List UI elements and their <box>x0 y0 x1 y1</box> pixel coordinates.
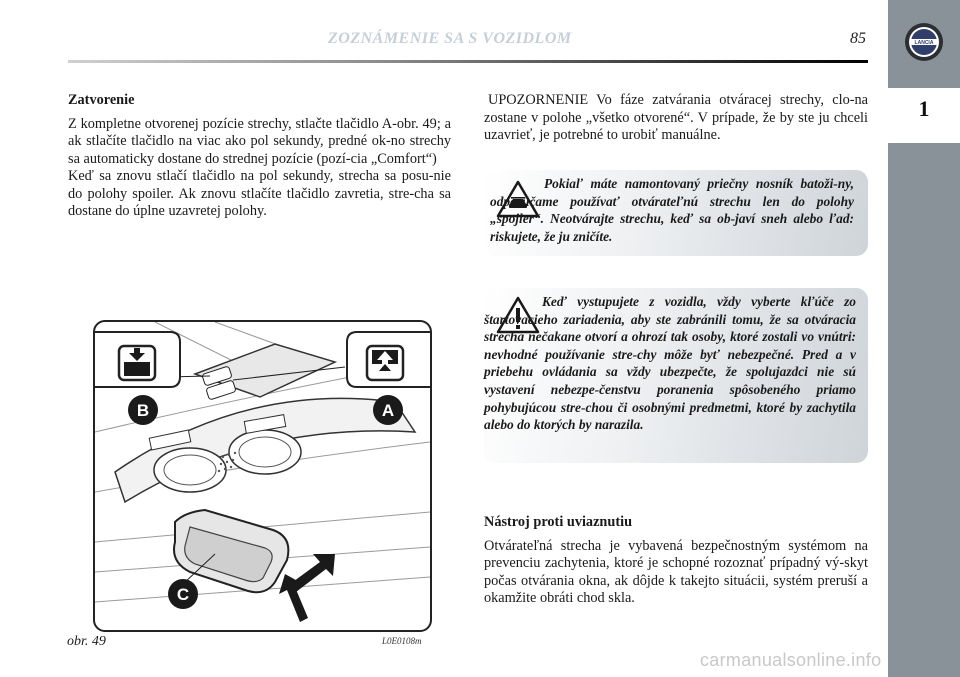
page-number: 85 <box>850 30 866 47</box>
figure-code: L0E0108m <box>382 636 422 646</box>
closing-paragraph-2: Keď sa znovu stlačí tlačidlo na pol sekundy, strecha sa posu-nie do polohy spoiler. Ak znovu stlačíte tlačidlo zavretia, stre-cha sa dostane do úplne uzavretej polohy. <box>68 168 451 219</box>
label-c: C <box>176 585 190 604</box>
heading-anti-pinch: Nástroj proti uviaznutiu <box>484 514 633 530</box>
label-b: B <box>136 401 150 420</box>
label-a: A <box>381 401 395 420</box>
right-column-bottom <box>484 514 868 608</box>
figure-caption: obr. 49 <box>67 634 106 649</box>
section-title: ZOZNÁMENIE SA S VOZIDLOM <box>328 30 572 47</box>
warning-text-2: Keď vystupujete z vozidla, vždy vyberte kľúče zo štartovacieho zariadenia, aby ste zabránili tomu, že sa otváracia strecha nečakane otvorí a ohrozí tak osoby, ktoré zostali vo vnútri: nevhodné používanie stre-chy môže byť nebezpečné. Pred a v priebehu ovládania sa vždy ubezpečte, že spolujazdci nie sú vystavení nebezpe-čenstvu poranenia spôsobeného priamo pohybujúcou stre-chou či osobnými predmetmi, ktoré by zachytila alebo do ktorých by narazila. <box>484 294 856 433</box>
watermark: carmanualsonline.info <box>700 650 882 670</box>
warning-text-1: Pokiaľ máte namontovaný priečny nosník batoži-ny, odporúčame používať otvárateľnú strechu len do polohy „spojler“. Neotvárajte strechu, keď sa ob-javí sneh alebo ľad: riskujete, že ju zničíte. <box>490 176 854 244</box>
chapter-number: 1 <box>918 96 930 121</box>
upozornenie-note: UPOZORNENIE Vo fáze zatvárania otváracej strechy, clo-na zostane v polohe „všetko otvorené“. V prípade, že by ste ju chceli uzavrieť, je potrebné to urobiť manuálne. <box>484 92 868 143</box>
anti-pinch-paragraph: Otvárateľná strecha je vybavená bezpečnostným systémom na prevenciu zachytenia, ktoré je schopné rozoznať prípadný vý-skyt počas otvárania okna, ak dôjde k takejto situácii, systém preruší a okamžite obráti chod skla. <box>484 537 868 606</box>
figure-49 <box>93 320 432 632</box>
right-column-top <box>484 92 868 145</box>
left-column <box>68 92 451 221</box>
header-rule <box>68 60 868 63</box>
heading-zatvorenie: Zatvorenie <box>68 92 135 108</box>
logo-text: LANCIA <box>914 40 934 46</box>
roof-console-illustration <box>95 322 430 630</box>
closing-paragraph-1: Z kompletne otvorenej pozície strechy, stlačte tlačidlo A-obr. 49; a ak stlačíte tlačidlo na viac ako pol sekundy, predné ok-no strechy sa automaticky dostane do strednej pozície (pozí-cia „Comfort“) <box>68 115 451 167</box>
lancia-logo-icon <box>904 22 944 62</box>
